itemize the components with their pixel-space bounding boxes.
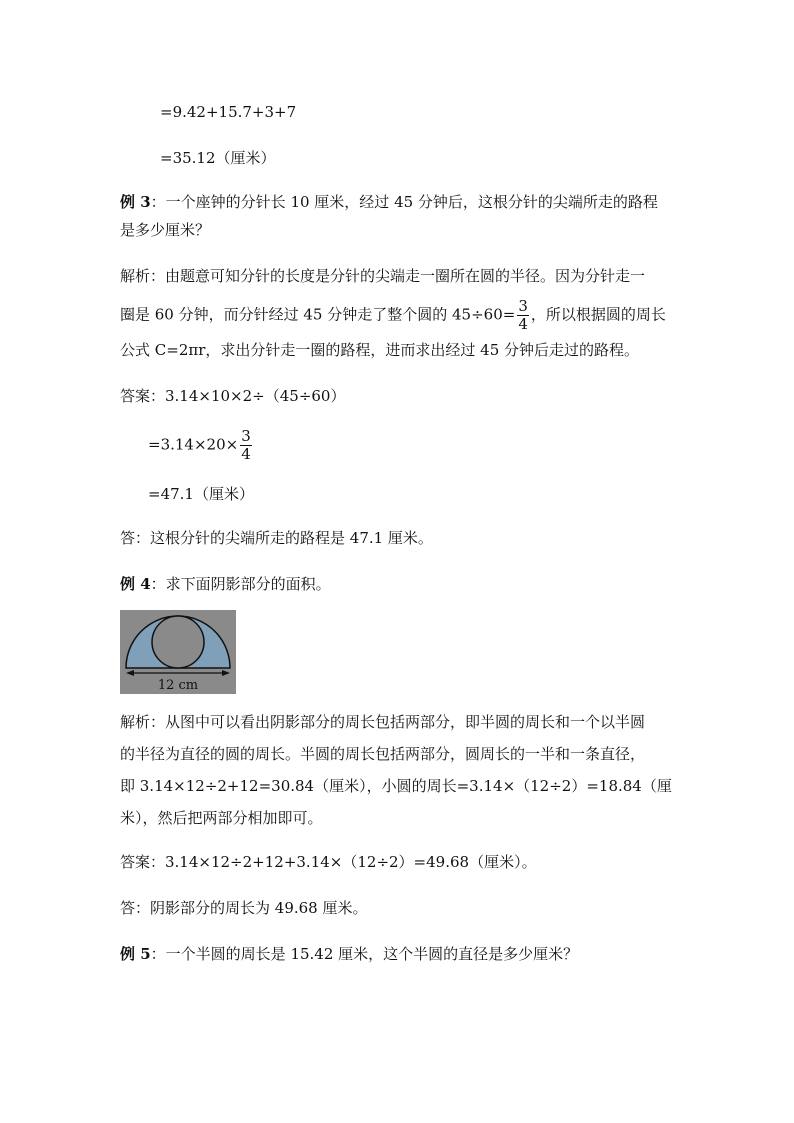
analysis-4-line-3: 即 3.14×12÷2+12=30.84（厘米），小圆的周长=3.14×（12÷2）=18.84（厘 — [120, 777, 672, 795]
answer-3-line-3: =47.1（厘米） — [148, 485, 254, 503]
semicircle-figure — [120, 610, 236, 694]
analysis-3-line-2b: ，所以根据圆的周长 — [530, 305, 666, 324]
reply-4: 答：阴影部分的周长为 49.68 厘米。 — [120, 899, 368, 917]
example-4-label: 例 4 — [120, 575, 151, 593]
analysis-4-line-2: 的半径为直径的圆的周长。半圆的周长包括两部分，圆周长的一半和一条直径， — [120, 745, 646, 763]
example-4-text: ：求下面阴影部分的面积。 — [150, 575, 331, 593]
analysis-4-line-4: 米），然后把两部分相加即可。 — [120, 809, 323, 827]
analysis-3-line-1: 解析：由题意可知分针的长度是分针的尖端走一圈所在圆的半径。因为分针走一 — [120, 267, 646, 285]
answer-3-line-1: 答案：3.14×10×2÷（45÷60） — [120, 387, 346, 405]
fraction-denominator: 4 — [518, 315, 528, 333]
analysis-4-line-1: 解析：从图中可以看出阴影部分的周长包括两部分，即半圆的周长和一个以半圆 — [120, 713, 646, 731]
example-3-label: 例 3 — [120, 193, 151, 211]
analysis-3-line-2 — [120, 298, 666, 333]
fraction-denominator: 4 — [241, 445, 251, 463]
fraction-numerator: 3 — [518, 297, 528, 315]
analysis-3-line-3: 公式 C=2πr，求出分针走一圈的路程，进而求出经过 45 分钟后走过的路程。 — [120, 341, 640, 359]
answer-4: 答案：3.14×12÷2+12+3.14×（12÷2）=49.68（厘米）。 — [120, 853, 537, 871]
example-5-line — [120, 944, 578, 964]
equation-line-1: =9.42+15.7+3+7 — [160, 103, 297, 121]
answer-3-line-2-text: =3.14×20× — [148, 435, 239, 454]
answer-3-line-2 — [148, 428, 254, 463]
fraction-three-quarters-2 — [240, 428, 252, 463]
example-5-label: 例 5 — [120, 945, 151, 963]
reply-3: 答：这根分针的尖端所走的路程是 47.1 厘米。 — [120, 529, 433, 547]
example-4-line — [120, 574, 331, 594]
semicircle-figure-svg — [120, 610, 236, 694]
example-3-line-1 — [120, 192, 658, 212]
figure-label: 12 cm — [157, 678, 199, 693]
analysis-3-line-2a: 圈是 60 分钟，而分针经过 45 分钟走了整个圆的 45÷60= — [120, 305, 516, 324]
fraction-three-quarters — [517, 298, 529, 333]
example-3-line-2: 是多少厘米？ — [120, 221, 211, 239]
example-3-text: ：一个座钟的分针长 10 厘米，经过 45 分钟后，这根分针的尖端所走的路程 — [150, 193, 658, 211]
fraction-numerator: 3 — [241, 427, 251, 445]
equation-line-2: =35.12（厘米） — [160, 149, 276, 167]
example-5-text: ：一个半圆的周长是 15.42 厘米，这个半圆的直径是多少厘米？ — [150, 945, 579, 963]
